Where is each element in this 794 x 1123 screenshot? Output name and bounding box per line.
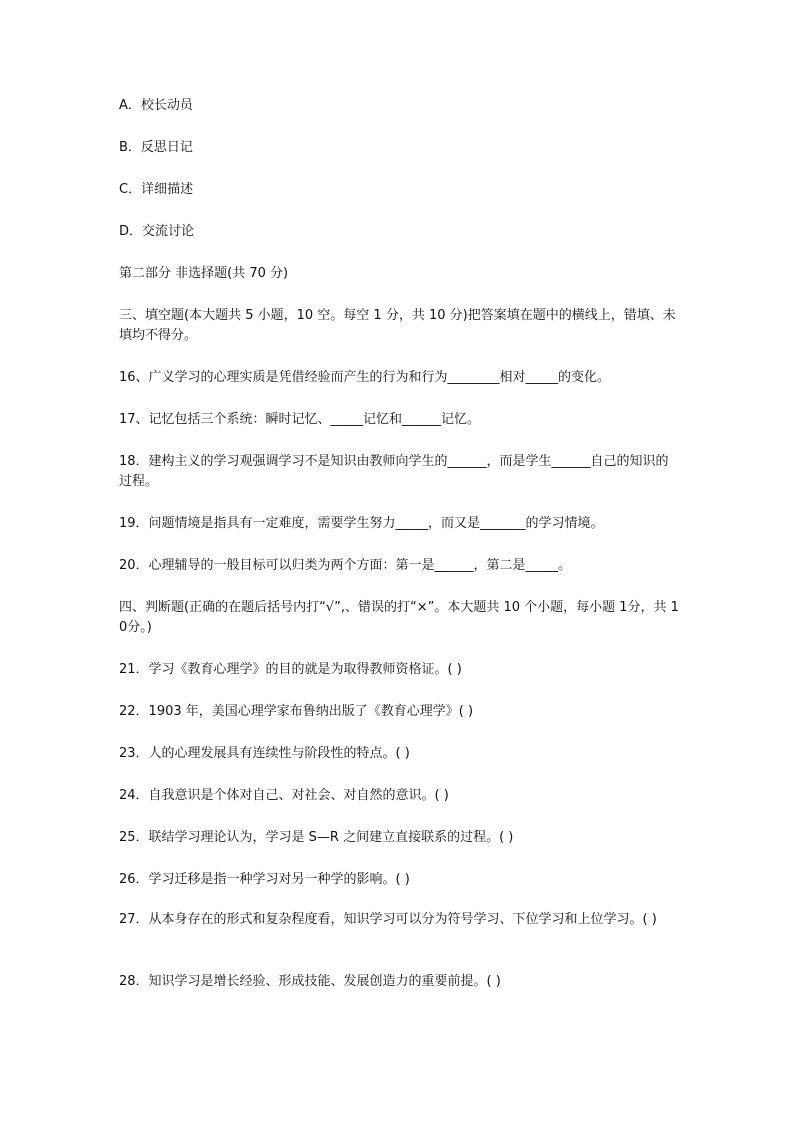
section-4-heading: 四、判断题(正确的在题后括号内打“√”,、错误的打“×”。本大题共 10 个小题，每小题 1分，共 10分。): [119, 600, 679, 635]
option-b: B．反思日记: [119, 140, 193, 155]
question-24: 24．自我意识是个体对自己、对社会、对自然的意识。( ): [119, 788, 449, 803]
option-a: A．校长动员: [119, 98, 193, 113]
question-16: 16、广义学习的心理实质是凭借经验而产生的行为和行为________相对_____的变化。: [119, 370, 611, 385]
question-21: 21．学习《教育心理学》的目的就是为取得教师资格证。( ): [119, 662, 462, 677]
question-25: 25．联结学习理论认为，学习是 S—R 之间建立直接联系的过程。( ): [119, 830, 514, 845]
option-d: D．交流讨论: [119, 224, 195, 239]
question-19: 19．问题情境是指具有一定难度，需要学生努力_____，而又是_______的学习情境。: [119, 516, 604, 531]
question-20: 20．心理辅导的一般目标可以归类为两个方面：第一是______，第二是_____。: [119, 558, 572, 573]
question-17: 17、记忆包括三个系统：瞬时记忆、_____记忆和______记忆。: [119, 412, 481, 427]
section-3-heading: 三、填空题(本大题共 5 小题，10 空。每空 1 分，共 10 分)把答案填在题中的横线上，错填、未填均不得分。: [119, 308, 676, 343]
question-26: 26．学习迁移是指一种学习对另一种学的影响。( ): [119, 872, 410, 887]
part-two-title: 第二部分 非选择题(共 70 分): [119, 266, 289, 281]
question-23: 23．人的心理发展具有连续性与阶段性的特点。( ): [119, 746, 410, 761]
option-c: C．详细描述: [119, 182, 194, 197]
question-18: 18．建构主义的学习观强调学习不是知识由教师向学生的______，而是学生______自己的知识的过程。: [119, 454, 669, 489]
question-28: 28．知识学习是增长经验、形成技能、发展创造力的重要前提。( ): [119, 974, 501, 989]
question-27: 27．从本身存在的形式和复杂程度看，知识学习可以分为符号学习、下位学习和上位学习。( ): [119, 912, 657, 927]
question-22: 22．1903 年，美国心理学家布鲁纳出版了《教育心理学》( ): [119, 704, 474, 719]
